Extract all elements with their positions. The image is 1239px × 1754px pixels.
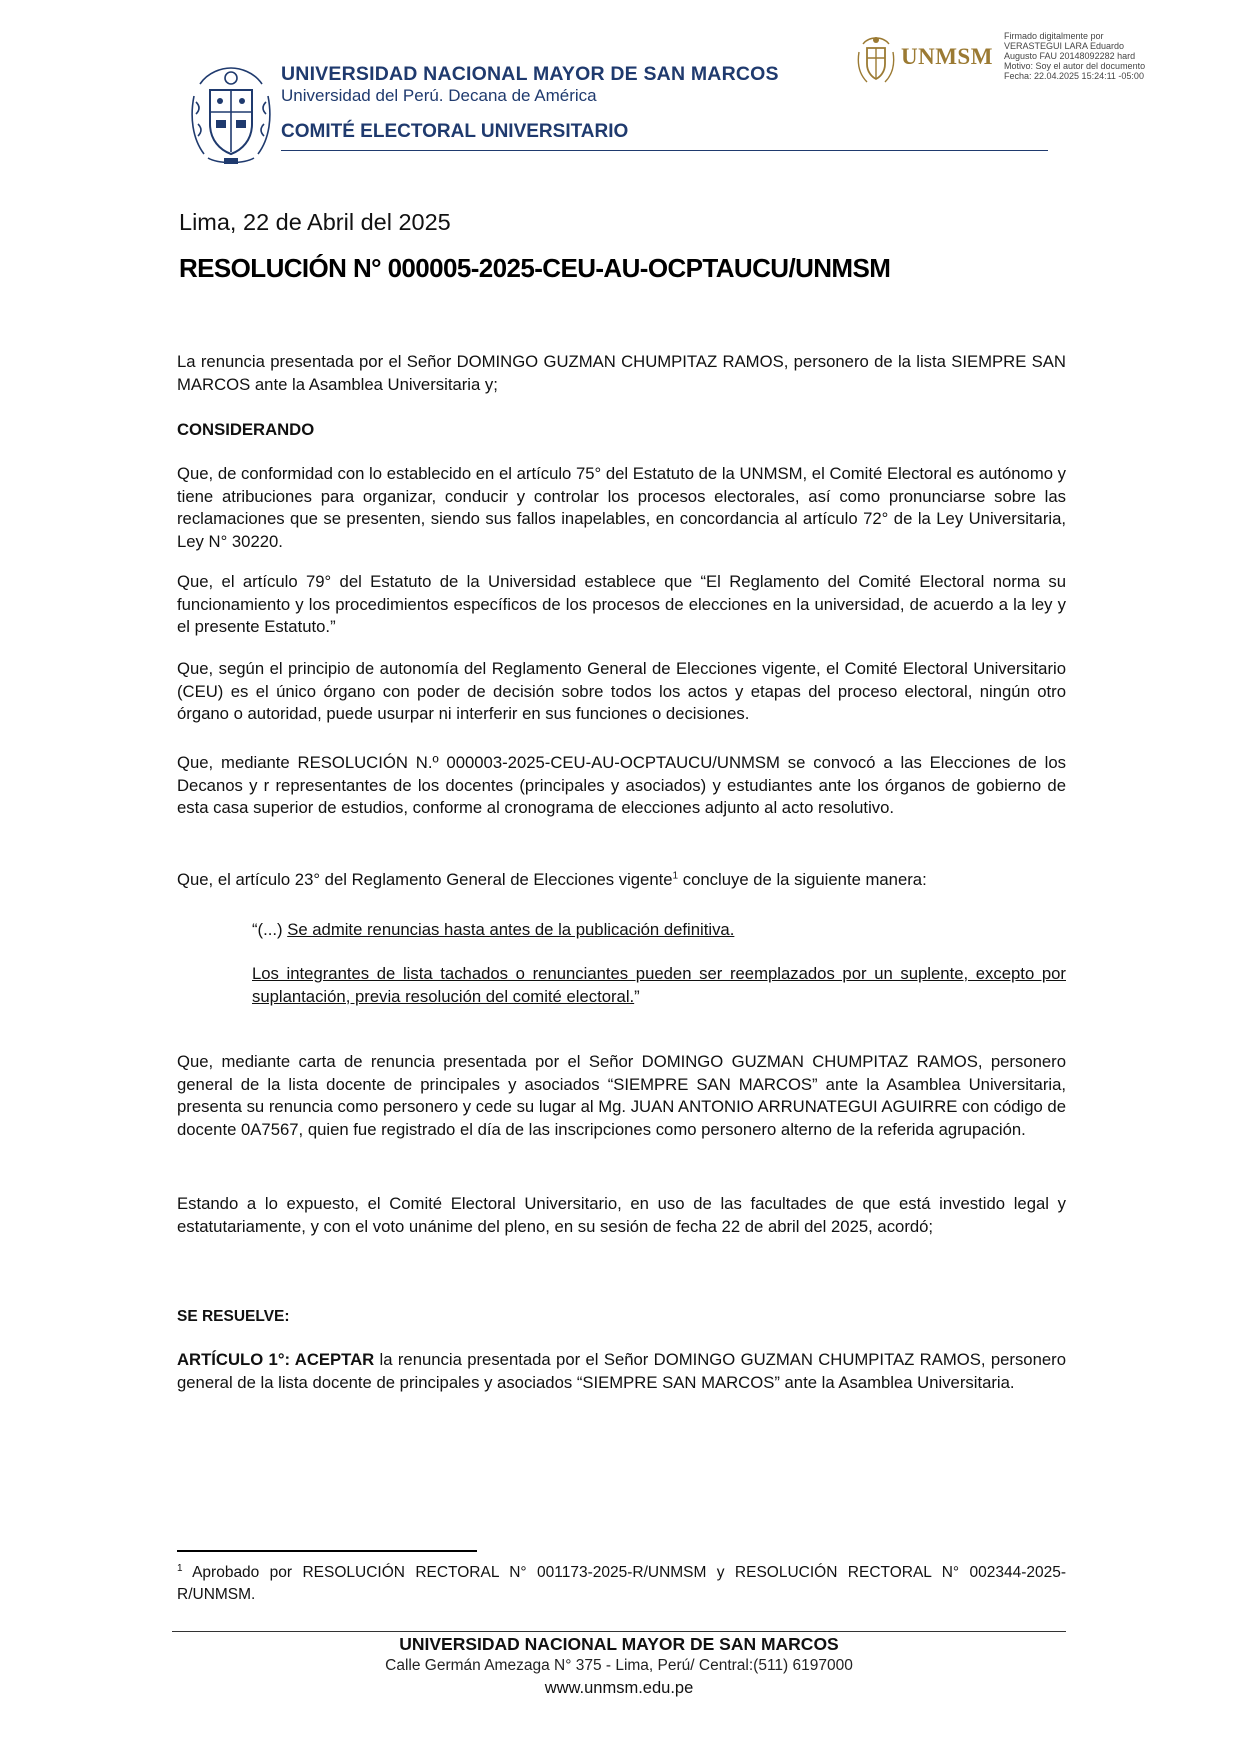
signature-line: VERASTEGUI LARA Eduardo: [1004, 41, 1125, 51]
quote-line-1: “(...) Se admite renuncias hasta antes de la publicación definitiva.: [252, 920, 735, 939]
signature-line: Fecha: 22.04.2025 15:24:11 -05:00: [1004, 71, 1144, 81]
intro-paragraph: La renuncia presentada por el Señor DOMINGO GUZMAN CHUMPITAZ RAMOS, personero de la lista SIEMPRE SAN MARCOS ante la Asamblea Universitaria y;: [177, 352, 1066, 394]
university-name: UNIVERSIDAD NACIONAL MAYOR DE SAN MARCOS: [281, 63, 779, 85]
footnote-divider: [177, 1550, 477, 1552]
document-date: Lima, 22 de Abril del 2025: [179, 209, 451, 235]
signature-brand: UNMSM: [901, 44, 993, 69]
article-1-paragraph: ARTÍCULO 1°: ACEPTAR la renuncia presentada por el Señor DOMINGO GUZMAN CHUMPITAZ RAMOS, personero general de la lista docente de principales y asociados “SIEMPRE SAN MARCOS” ante la Asamblea Universitaria.: [177, 1350, 1066, 1392]
signature-line: Motivo: Soy el autor del documento: [1004, 61, 1146, 71]
article-23-paragraph: Que, el artículo 23° del Reglamento General de Elecciones vigente$^1$ concluye de la siguiente manera:: [177, 870, 927, 889]
quote-line-2: Los integrantes de lista tachados o renunciantes pueden ser reemplazados por un suplente, excepto por suplantación, previa resolución del comité electoral.”: [252, 964, 1066, 1006]
university-crest-icon: [186, 62, 276, 168]
footer-address: Calle Germán Amezaga N° 375 - Lima, Perú/ Central:(511) 6197000: [385, 1657, 853, 1674]
resolution-title: RESOLUCIÓN N° 000005-2025-CEU-AU-OCPTAUCU/UNMSM: [179, 253, 891, 283]
considerando-heading: CONSIDERANDO: [177, 420, 315, 439]
university-subtitle: Universidad del Perú. Decana de América: [281, 86, 597, 105]
signature-line: Augusto FAU 20148092282 hard: [1004, 51, 1136, 61]
footnote-ref[interactable]: 1: [672, 870, 679, 882]
header-divider: [281, 150, 1048, 151]
footer-website-link[interactable]: www.unmsm.edu.pe: [544, 1679, 694, 1697]
se-resuelve-heading: SE RESUELVE:: [177, 1308, 290, 1325]
considerando-paragraph: Que, el artículo 79° del Estatuto de la Universidad establece que “El Reglamento del Comité Electoral norma su funcionamiento y los procedimientos específicos de los procesos de elecciones en la universidad, de acuerdo a la ley y el presente Estatuto.”: [177, 572, 1066, 636]
footnote-number: 1: [177, 1562, 183, 1574]
footer-university: UNIVERSIDAD NACIONAL MAYOR DE SAN MARCOS: [399, 1634, 839, 1654]
signature-line: Firmado digitalmente por: [1004, 31, 1104, 41]
footer-divider: [172, 1631, 1066, 1632]
unmsm-gold-seal-icon: [855, 32, 897, 86]
considerando-paragraph: Que, de conformidad con lo establecido en el artículo 75° del Estatuto de la UNMSM, el Comité Electoral es autónomo y tiene atribuciones para organizar, conducir y controlar los procesos electorales, así como pronunciarse sobre las reclamaciones que se presenten, siendo sus fallos inapelables, en concordancia al artículo 72° de la Ley Universitaria, Ley N° 30220.: [177, 464, 1066, 551]
considerando-paragraph: Que, según el principio de autonomía del Reglamento General de Elecciones vigente, el Comité Electoral Universitario (CEU) es el único órgano con poder de decisión sobre todos los actos y etapas del proceso electoral, ningún otro órgano o autoridad, puede usurpar ni interferir en sus funciones o decisiones.: [177, 659, 1066, 723]
considerando-paragraph: Que, mediante RESOLUCIÓN N.º 000003-2025-CEU-AU-OCPTAUCU/UNMSM se convocó a las Elecciones de los Decanos y r representantes de los docentes (principales y asociados) y estudiantes ante los órganos de gobierno de esta casa superior de estudios, conforme al cronograma de elecciones adjunto al acto resolutivo.: [177, 753, 1066, 817]
carta-paragraph: Que, mediante carta de renuncia presentada por el Señor DOMINGO GUZMAN CHUMPITAZ RAMOS, personero general de la lista docente de principales y asociados “SIEMPRE SAN MARCOS” ante la Asamblea Universitaria, presenta su renuncia como personero y cede su lugar al Mg. JUAN ANTONIO ARRUNATEGUI AGUIRRE con código de docente 0A7567, quien fue registrado el día de las inscripciones como personero alterno de la referida agrupación.: [177, 1052, 1066, 1139]
digital-signature-block: [1004, 31, 1236, 81]
committee-name: COMITÉ ELECTORAL UNIVERSITARIO: [281, 121, 629, 142]
footnote: $^1$ Aprobado por RESOLUCIÓN RECTORAL N° 001173-2025-R/UNMSM y RESOLUCIÓN RECTORAL N° 002344-2025-R/UNMSM.: [177, 1562, 1066, 1603]
estando-paragraph: Estando a lo expuesto, el Comité Electoral Universitario, en uso de las facultades de que está investido legal y estatutariamente, y con el voto unánime del pleno, en su sesión de fecha 22 de abril del 2025, acordó;: [177, 1194, 1066, 1236]
